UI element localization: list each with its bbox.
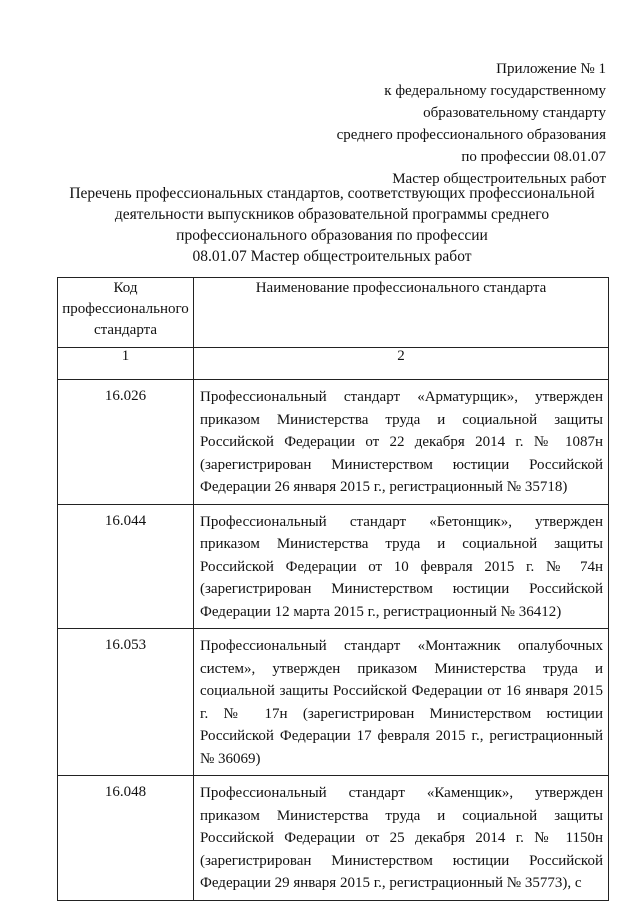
column-number: 1	[58, 348, 194, 380]
document-title	[40, 183, 624, 267]
column-number: 2	[194, 348, 609, 380]
table-row	[58, 380, 609, 505]
standard-name: Профессиональный стандарт «Бетонщик», утвержден приказом Министерства труда и социальной защиты Российской Федерации от 10 февраля 2015 г. № 74н (зарегистрирован Министерством юстиции Российской Федерации 12 марта 2015 г., регистрационный № 36412)	[194, 504, 609, 629]
standard-name: Профессиональный стандарт «Арматурщик», утвержден приказом Министерства труда и социальной защиты Российской Федерации от 22 декабря 2014 г. № 1087н (зарегистрирован Министерством юстиции Российской Федерации 26 января 2015 г., регистрационный № 35718)	[194, 380, 609, 505]
standard-code: 16.044	[58, 504, 194, 629]
annex-line: Мастер общестроительных работ	[392, 171, 606, 187]
annex-block	[337, 58, 606, 190]
table-row	[58, 504, 609, 629]
header-name: Наименование профессионального стандарта	[194, 278, 609, 348]
annex-line: образовательному стандарту	[423, 105, 606, 121]
title-line: Перечень профессиональных стандартов, соответствующих профессиональной	[69, 185, 595, 202]
annex-line: по профессии 08.01.07	[461, 149, 606, 165]
header-code: Код профессионального стандарта	[58, 278, 194, 348]
annex-line: среднего профессионального образования	[336, 127, 606, 143]
annex-line: Приложение № 1	[496, 61, 606, 77]
title-line: профессионального образования по профессии	[176, 227, 488, 244]
standard-code: 16.053	[58, 629, 194, 776]
column-number-row	[58, 348, 609, 380]
standard-name: Профессиональный стандарт «Каменщик», утвержден приказом Министерства труда и социальной защиты Российской Федерации от 25 декабря 2014 г. № 1150н (зарегистрирован Министерством юстиции Российской Федерации 29 января 2015 г., регистрационный № 35773), с	[194, 776, 609, 901]
table-row	[58, 629, 609, 776]
title-line: деятельности выпускников образовательной программы среднего	[114, 206, 550, 223]
title-line: 08.01.07 Мастер общестроительных работ	[192, 248, 472, 265]
table-header-row	[58, 278, 609, 348]
annex-line: к федеральному государственному	[384, 83, 606, 99]
standard-code: 16.026	[58, 380, 194, 505]
standards-table	[57, 277, 609, 901]
table-row	[58, 776, 609, 901]
standard-code: 16.048	[58, 776, 194, 901]
standard-name: Профессиональный стандарт «Монтажник опалубочных систем», утвержден приказом Министерства труда и социальной защиты Российской Федерации от 16 января 2015 г. № 17н (зарегистрирован Министерством юстиции Российской Федерации 17 февраля 2015 г., регистрационный № 36069)	[194, 629, 609, 776]
